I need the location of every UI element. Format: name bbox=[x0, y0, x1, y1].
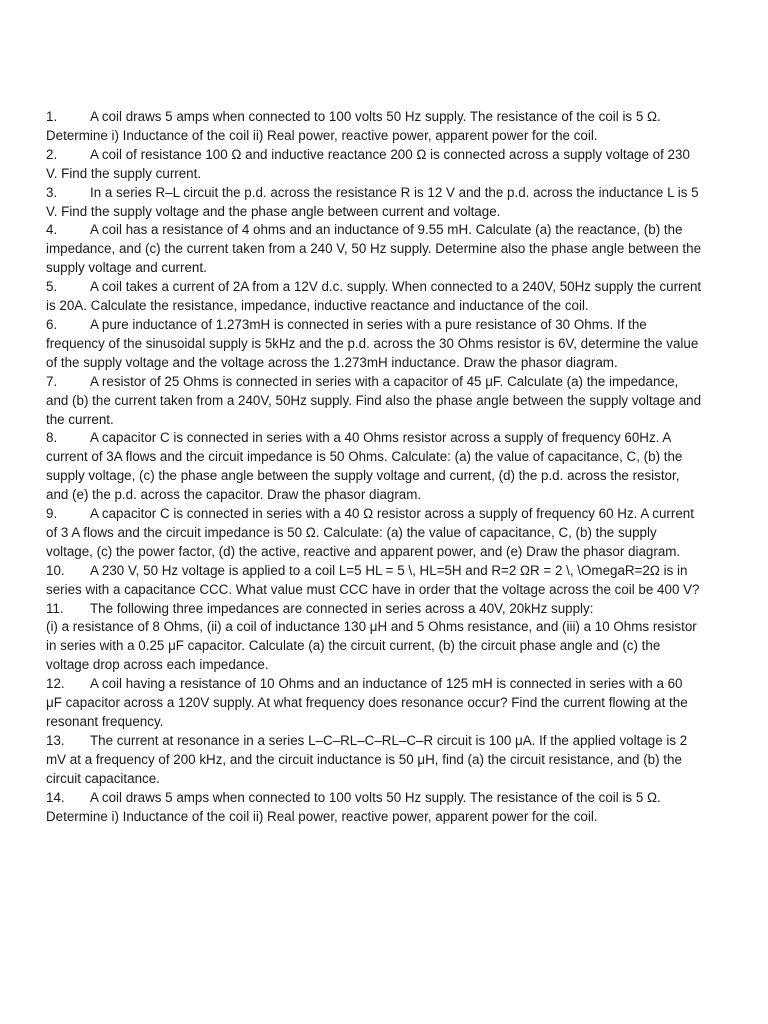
question-text: A pure inductance of 1.273mH is connected in series with a pure resistance of 30 Ohms. If the frequency of the sinusoidal supply is 5kHz and the p.d. across the 30 Ohms resistor is 6V, determine the value of the supply voltage and the voltage across the 1.273mH inductance. Draw the phasor diagram. bbox=[46, 316, 699, 370]
question-10 bbox=[46, 562, 702, 600]
question-4 bbox=[46, 221, 702, 278]
question-text: In a series R–L circuit the p.d. across the resistance R is 12 V and the p.d. across the inductance L is 5 V. Find the supply voltage and the phase angle between current and voltage. bbox=[46, 184, 699, 219]
question-text: The following three impedances are connected in series across a 40V, 20kHz supply: bbox=[90, 600, 594, 616]
question-2 bbox=[46, 146, 702, 184]
question-14 bbox=[46, 789, 702, 827]
question-text: A coil having a resistance of 10 Ohms and an inductance of 125 mH is connected in series with a 60 μF capacitor across a 120V supply. At what frequency does resonance occur? Find the current flowing at the resonant frequency. bbox=[46, 676, 688, 729]
question-text: A coil draws 5 amps when connected to 100 volts 50 Hz supply. The resistance of the coil is 5 Ω. Determine i) Inductance of the coil ii) Real power, reactive power, apparent power for the coil. bbox=[46, 789, 661, 824]
question-9 bbox=[46, 505, 702, 562]
question-number: 5. bbox=[46, 279, 58, 295]
question-13 bbox=[46, 732, 702, 789]
question-7 bbox=[46, 373, 702, 430]
question-5 bbox=[46, 278, 702, 316]
question-11 bbox=[46, 600, 702, 619]
question-number: 12. bbox=[46, 676, 65, 692]
question-text: A 230 V, 50 Hz voltage is applied to a coil L=5 HL = 5 \, HL=5H and R=2 ΩR = 2 \, \OmegaR=2Ω is in series with a capacitance CCC. What value must CCC have in order that the voltage across the coil be 400 V? bbox=[46, 562, 700, 597]
question-number: 11. bbox=[46, 600, 64, 616]
question-text: A resistor of 25 Ohms is connected in series with a capacitor of 45 μF. Calculate (a) the impedance, and (b) the current taken from a 240V, 50Hz supply. Find also the phase angle between the supply voltage and the current. bbox=[46, 373, 702, 427]
question-1 bbox=[46, 108, 702, 146]
question-text: A coil of resistance 100 Ω and inductive reactance 200 Ω is connected across a supply voltage of 230 V. Find the supply current. bbox=[46, 146, 690, 181]
question-6 bbox=[46, 316, 702, 373]
question-number: 7. bbox=[46, 373, 58, 389]
question-number: 8. bbox=[46, 430, 58, 446]
question-8 bbox=[46, 429, 702, 505]
question-number: 3. bbox=[46, 184, 58, 200]
question-sheet bbox=[46, 108, 702, 826]
question-3 bbox=[46, 184, 702, 222]
question-text: A coil takes a current of 2A from a 12V d.c. supply. When connected to a 240V, 50Hz supply the current is 20A. Calculate the resistance, impedance, inductive reactance and inductance of the coil. bbox=[46, 279, 702, 314]
question-12 bbox=[46, 675, 702, 732]
question-number: 4. bbox=[46, 222, 58, 238]
question-number: 13. bbox=[46, 732, 65, 748]
question-text: The current at resonance in a series L–C–RL–C–RL–C–R circuit is 100 μA. If the applied voltage is 2 mV at a frequency of 200 kHz, and the circuit inductance is 50 μH, find (a) the circuit resistance, and (b) the circuit capacitance. bbox=[46, 732, 688, 786]
question-number: 1. bbox=[46, 109, 58, 124]
question-text: A coil draws 5 amps when connected to 100 volts 50 Hz supply. The resistance of the coil is 5 Ω. Determine i) Inductance of the coil ii) Real power, reactive power, apparent power for the coil. bbox=[46, 109, 661, 143]
question-text: A capacitor C is connected in series with a 40 Ohms resistor across a supply of frequency 60Hz. A current of 3A flows and the circuit impedance is 50 Ohms. Calculate: (a) the value of capacitance, C, (b) the supply voltage, (c) the phase angle between the supply voltage and current, (d) the p.d. across the resistor, and (e) the p.d. across the capacitor. Draw the phasor diagram. bbox=[46, 430, 683, 503]
question-text: A capacitor C is connected in series with a 40 Ω resistor across a supply of frequency 60 Hz. A current of 3 A flows and the circuit impedance is 50 Ω. Calculate: (a) the value of capacitance, C, (b) the supply voltage, (c) the power factor, (d) the active, reactive and apparent power, and (e) Draw the phasor diagram. bbox=[46, 506, 694, 559]
question-number: 6. bbox=[46, 316, 58, 332]
question-number: 14. bbox=[46, 789, 65, 805]
question-number: 9. bbox=[46, 506, 58, 522]
question-number: 10. bbox=[46, 562, 65, 578]
question-number: 2. bbox=[46, 146, 58, 162]
question-text: A coil has a resistance of 4 ohms and an inductance of 9.55 mH. Calculate (a) the reactance, (b) the impedance, and (c) the current taken from a 240 V, 50 Hz supply. Determine also the phase angle between the supply voltage and current. bbox=[46, 222, 702, 276]
question-11-subtext: (i) a resistance of 8 Ohms, (ii) a coil of inductance 130 μH and 5 Ohms resistance, and (iii) a 10 Ohms resistor in series with a 0.25 μF capacitor. Calculate (a) the circuit current, (b) the circuit phase angle and (c) the voltage drop across each impedance. bbox=[46, 619, 697, 673]
